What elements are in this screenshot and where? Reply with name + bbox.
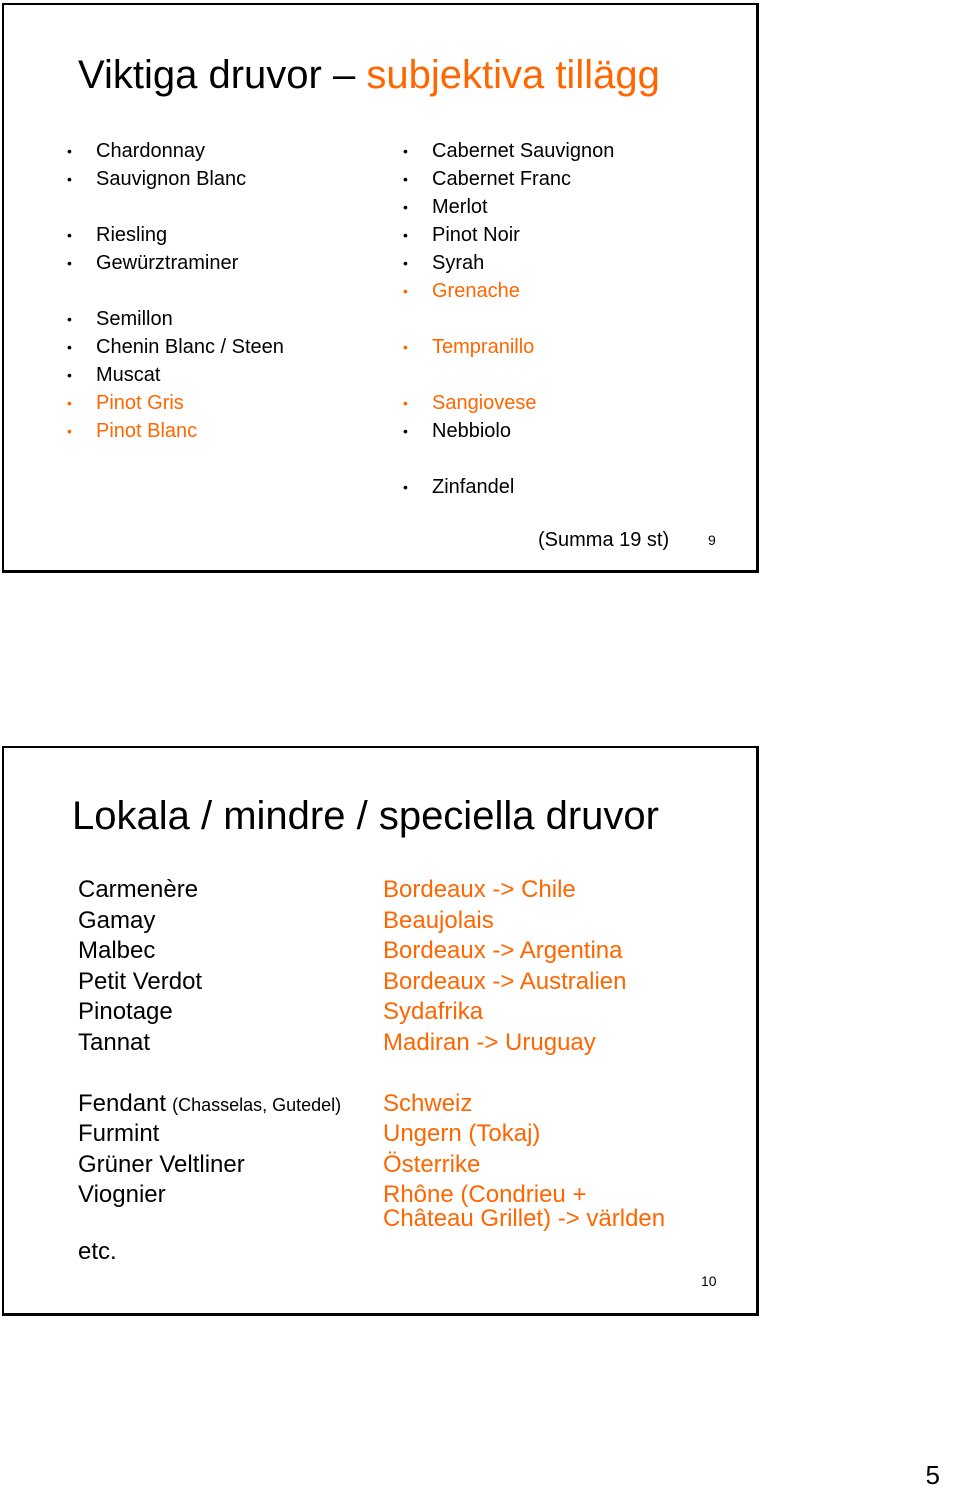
list-item (67, 335, 284, 359)
bullet-icon: • (403, 227, 408, 243)
bullet-icon: • (67, 367, 72, 383)
bullet-icon: • (67, 227, 72, 243)
grape-name: Petit Verdot (78, 968, 203, 995)
region-item: Österrike (383, 1151, 481, 1178)
grape-name: Fendant (78, 1090, 167, 1117)
title-main: Viktiga druvor (78, 53, 322, 97)
slide-title (78, 53, 660, 98)
grape-synonyms: (Chasselas, Gutedel) (172, 1095, 342, 1115)
bullet-icon: • (67, 255, 72, 271)
list-item (67, 139, 205, 163)
region-item: Bordeaux -> Argentina (383, 937, 623, 964)
region-item: Madiran -> Uruguay (383, 1029, 596, 1056)
grape-name: Sauvignon Blanc (96, 168, 247, 190)
list-item (403, 279, 520, 303)
list-item (403, 475, 515, 499)
grape-name: Zinfandel (432, 476, 515, 498)
bullet-icon: • (67, 311, 72, 327)
bullet-icon: • (403, 255, 408, 271)
list-item (67, 167, 247, 191)
grape-name: Grüner Veltliner (78, 1151, 245, 1178)
summary-text: (Summa 19 st) (538, 529, 670, 551)
grape-item (78, 1181, 166, 1209)
grape-name: Viognier (78, 1181, 166, 1208)
list-item (67, 307, 173, 331)
region-item: Rhône (Condrieu + (383, 1181, 587, 1208)
region-item: Sydafrika (383, 998, 484, 1025)
region-item: Schweiz (383, 1090, 473, 1117)
grape-name: Riesling (96, 224, 168, 246)
grape-name: Pinot Gris (96, 392, 184, 414)
region-item: Château Grillet) -> världen (383, 1205, 666, 1232)
grape-name: Pinot Noir (432, 224, 520, 246)
slide-title: Lokala / mindre / speciella druvor (72, 794, 659, 838)
bullet-icon: • (67, 423, 72, 439)
bullet-icon: • (403, 423, 408, 439)
list-item (403, 195, 488, 219)
grape-name: Sangiovese (432, 392, 537, 414)
grape-name: Chenin Blanc / Steen (96, 336, 284, 358)
region-item: Bordeaux -> Australien (383, 968, 627, 995)
grape-name: Furmint (78, 1120, 160, 1147)
grape-name: etc. (78, 1238, 117, 1265)
grape-name: Merlot (432, 196, 488, 218)
list-item (67, 251, 239, 275)
list-item (403, 139, 615, 163)
grape-name: Syrah (432, 252, 485, 274)
bullet-icon: • (403, 283, 408, 299)
list-item (403, 167, 571, 191)
grape-name: Tannat (78, 1029, 151, 1056)
bullet-icon: • (67, 143, 72, 159)
title-dash: – (332, 53, 356, 97)
grape-item (78, 1090, 341, 1119)
list-item (67, 419, 198, 443)
grape-item (78, 1029, 150, 1057)
grape-name: Semillon (96, 308, 173, 330)
bullet-icon: • (67, 339, 72, 355)
grape-item (78, 907, 155, 935)
grape-name: Nebbiolo (432, 420, 511, 442)
grape-name: Tempranillo (432, 336, 535, 358)
bullet-icon: • (403, 479, 408, 495)
list-item (403, 391, 537, 415)
list-item (403, 223, 520, 247)
list-item (403, 335, 535, 359)
bullet-icon: • (67, 395, 72, 411)
grape-name: Cabernet Sauvignon (432, 140, 615, 162)
grape-name: Gewürztraminer (96, 252, 239, 274)
bullet-icon: • (403, 171, 408, 187)
grape-name: Malbec (78, 937, 156, 964)
list-item (67, 363, 161, 387)
grape-item (78, 1238, 117, 1266)
bullet-icon: • (403, 143, 408, 159)
bullet-icon: • (403, 339, 408, 355)
grape-name: Cabernet Franc (432, 168, 571, 190)
bullet-icon: • (403, 395, 408, 411)
slide-number: 9 (708, 532, 716, 548)
region-item: Bordeaux -> Chile (383, 876, 576, 903)
list-item (67, 223, 168, 247)
grape-item (78, 937, 155, 965)
list-item (403, 251, 485, 275)
page-number: 5 (925, 1460, 940, 1490)
region-item: Beaujolais (383, 907, 494, 934)
region-item: Ungern (Tokaj) (383, 1120, 541, 1147)
bullet-icon: • (403, 199, 408, 215)
grape-item (78, 998, 173, 1026)
grape-item (78, 876, 198, 904)
slide-10 (2, 746, 759, 1316)
bullet-icon: • (67, 171, 72, 187)
grape-item (78, 1151, 245, 1179)
grape-item (78, 1120, 159, 1148)
list-item (403, 419, 511, 443)
list-item (67, 391, 184, 415)
slide-9 (2, 3, 759, 573)
grape-name: Pinot Blanc (96, 420, 198, 442)
grape-name: Grenache (432, 280, 520, 302)
grape-name: Carmenère (78, 876, 199, 903)
title-accent: subjektiva tillägg (366, 53, 660, 97)
grape-item (78, 968, 202, 996)
grape-name: Muscat (96, 364, 161, 386)
grape-name: Pinotage (78, 998, 173, 1025)
grape-name: Gamay (78, 907, 156, 934)
slide-number: 10 (701, 1273, 717, 1289)
grape-name: Chardonnay (96, 140, 205, 162)
